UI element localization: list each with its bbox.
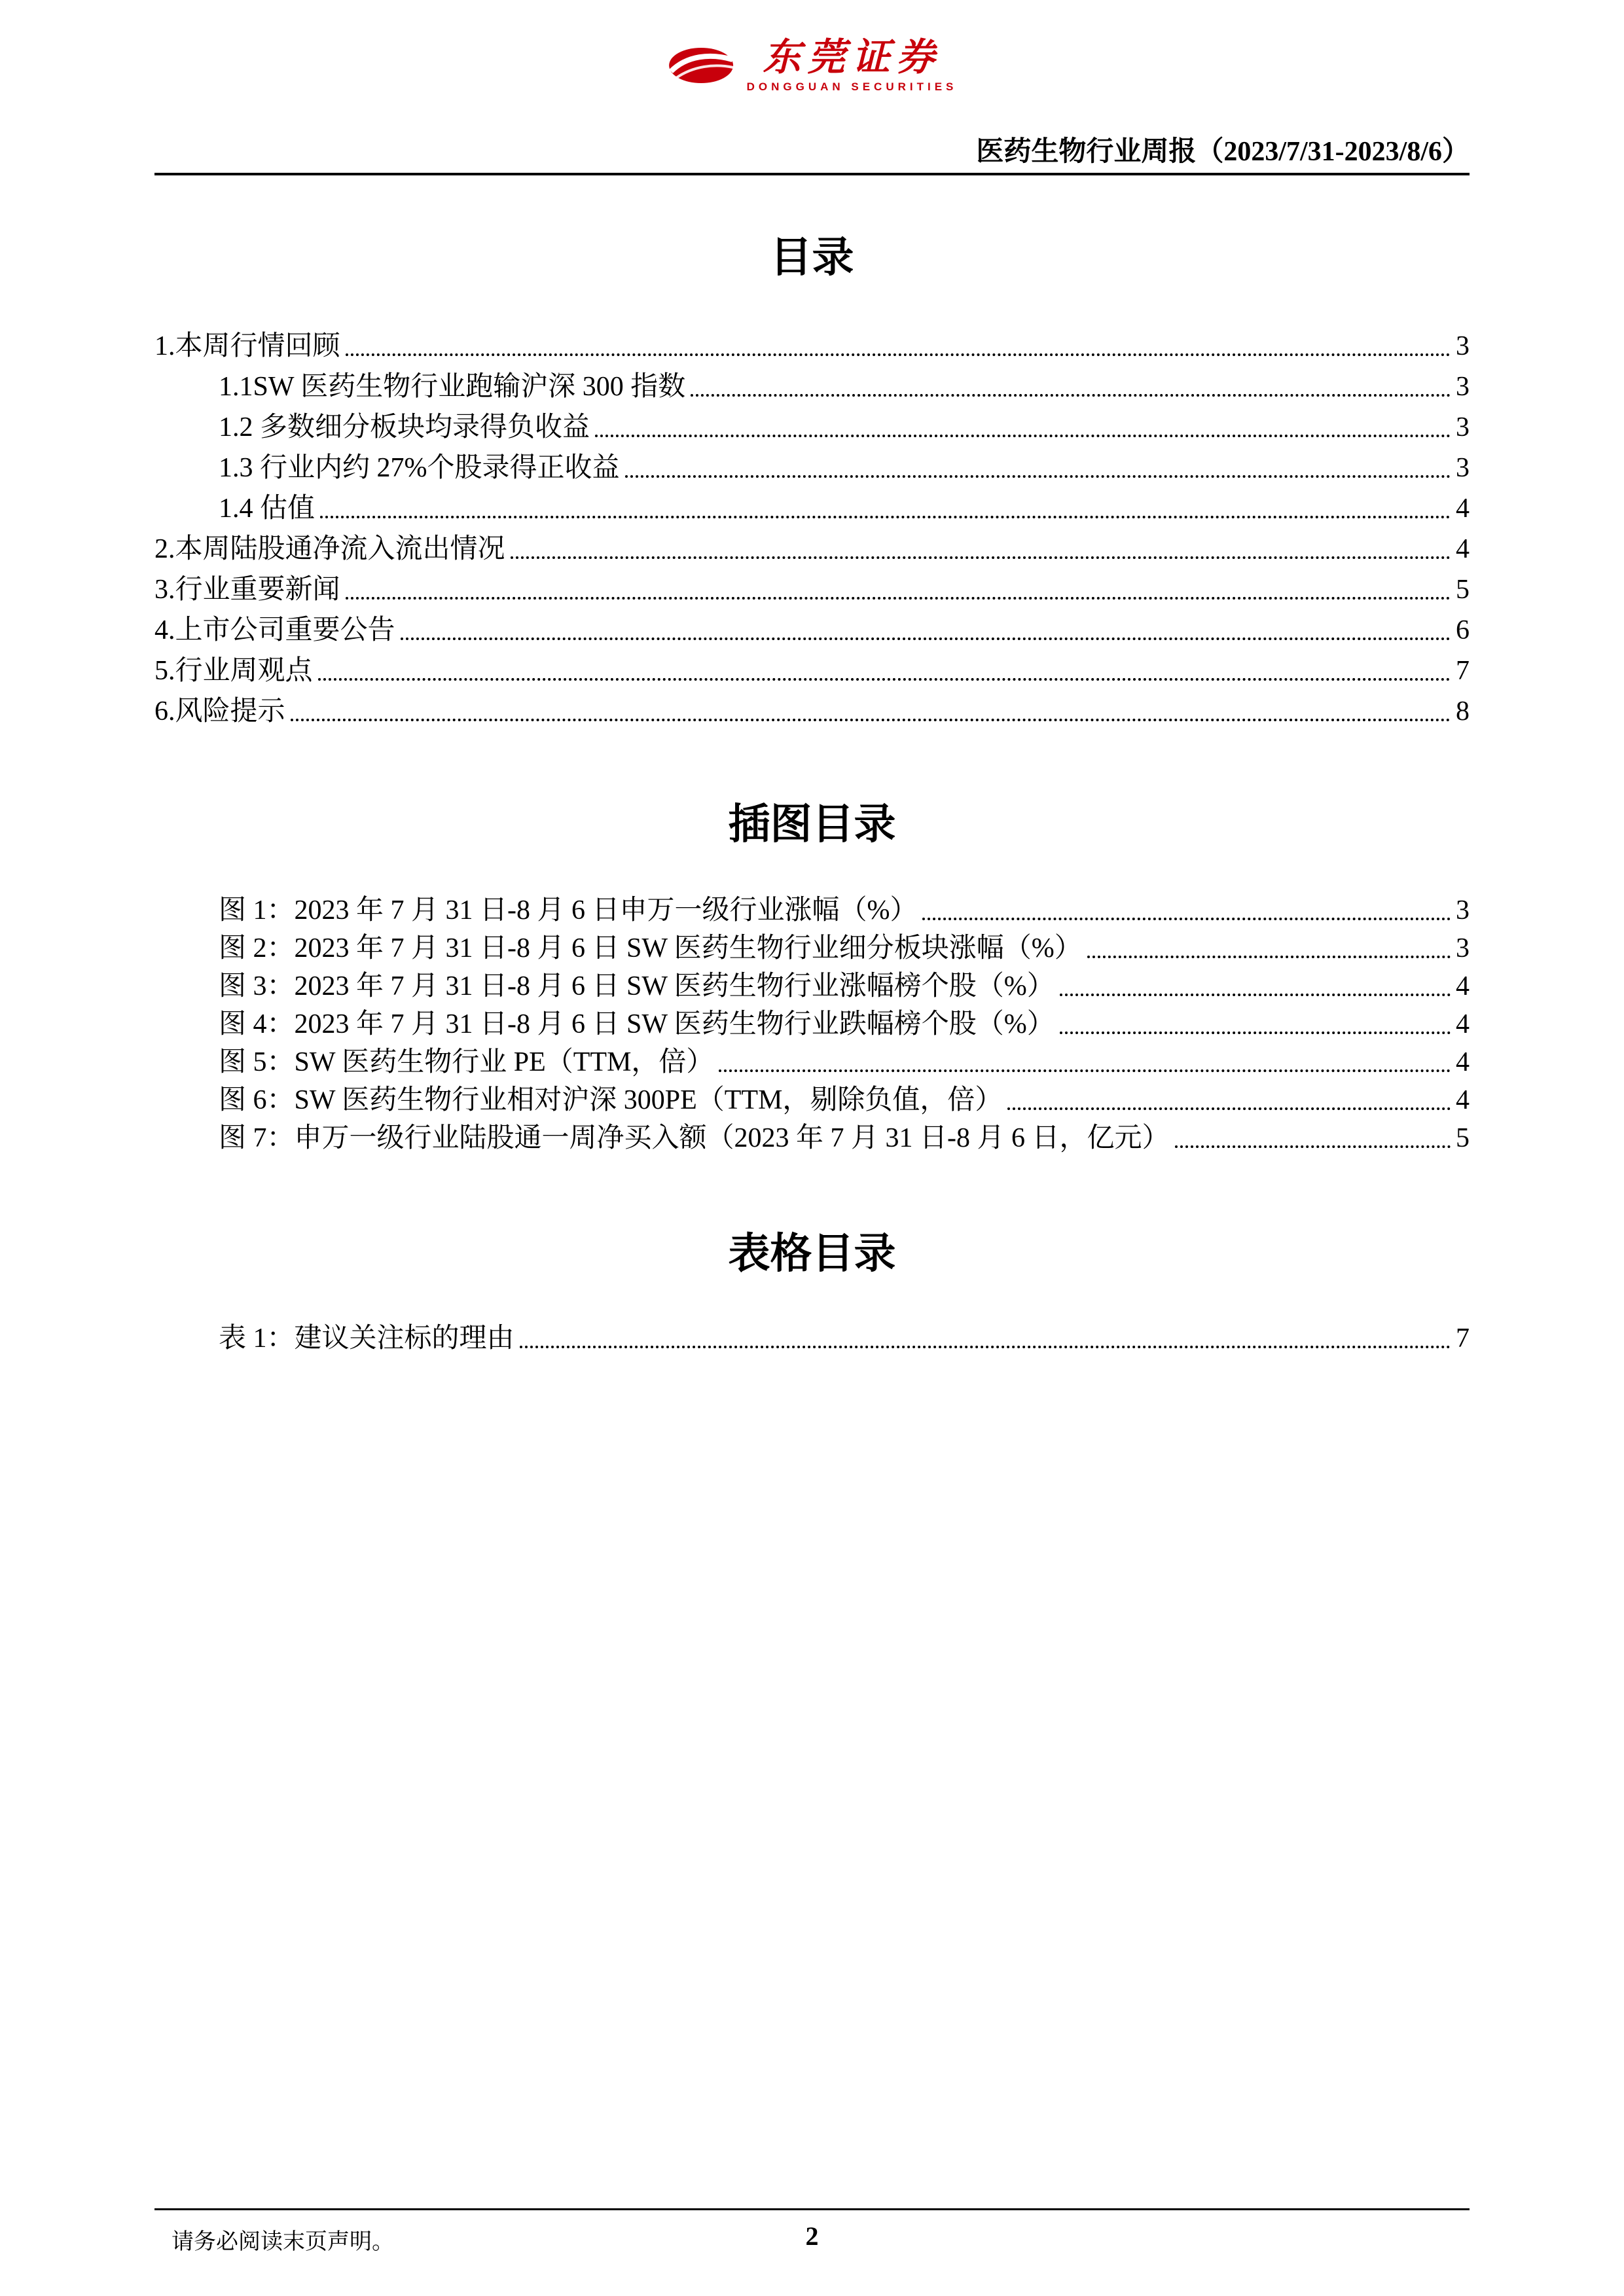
figure-entry-text: 图 6：SW 医药生物行业相对沪深 300PE（TTM，剔除负值，倍） — [219, 1085, 1003, 1116]
toc-entry-page: 4 — [1456, 534, 1470, 565]
footer-page-number: 2 — [805, 2221, 819, 2251]
toc-entry-page: 5 — [1456, 575, 1470, 605]
figure-entry[interactable] — [154, 891, 1470, 929]
figure-entry-text: 图 5：SW 医药生物行业 PE（TTM，倍） — [219, 1047, 714, 1078]
dot-leader — [1060, 1031, 1451, 1034]
figure-entry-page: 3 — [1456, 933, 1470, 964]
dot-leader — [511, 556, 1451, 559]
figure-entry-text: 图 7：申万一级行业陆股通一周净买入额（2023 年 7 月 31 日-8 月 6 日，亿元） — [219, 1123, 1170, 1154]
figure-entry[interactable] — [154, 1081, 1470, 1119]
toc-content — [154, 224, 1470, 1357]
toc-entry[interactable] — [154, 690, 1470, 730]
figure-entry[interactable] — [154, 1043, 1470, 1081]
toc-entry-text: 5.行业周观点 — [154, 656, 313, 687]
figure-entry-page: 4 — [1456, 1009, 1470, 1040]
toc-entry-page: 3 — [1456, 331, 1470, 362]
toc-entry[interactable] — [154, 528, 1470, 568]
figure-entry[interactable] — [154, 929, 1470, 967]
toc-entry[interactable] — [154, 446, 1470, 487]
figure-entry-text: 图 2：2023 年 7 月 31 日-8 月 6 日 SW 医药生物行业细分板块涨幅（%） — [219, 933, 1082, 964]
page-header — [154, 0, 1470, 175]
table-entry-text: 表 1：建议关注标的理由 — [219, 1323, 514, 1354]
figure-entry[interactable] — [154, 967, 1470, 1005]
toc-entry-page: 7 — [1456, 656, 1470, 687]
toc-entry-text: 1.4 估值 — [219, 493, 316, 524]
dot-leader — [1007, 1107, 1451, 1110]
brand-name: 东莞证券 — [763, 36, 941, 79]
dot-leader — [346, 597, 1451, 600]
toc-entry-text: 6.风险提示 — [154, 696, 285, 727]
figure-entry-page: 3 — [1456, 895, 1470, 926]
toc-entry[interactable] — [154, 609, 1470, 649]
figure-entry-text: 图 1：2023 年 7 月 31 日-8 月 6 日申万一级行业涨幅（%） — [219, 895, 918, 926]
dot-leader — [719, 1069, 1451, 1072]
table-entry-page: 7 — [1456, 1323, 1470, 1354]
figure-entry-text: 图 4：2023 年 7 月 31 日-8 月 6 日 SW 医药生物行业跌幅榜个股（%） — [219, 1009, 1055, 1040]
dot-leader — [320, 516, 1451, 518]
dot-leader — [595, 435, 1451, 437]
footer-disclaimer: 请务必阅读末页声明。 — [171, 2230, 394, 2254]
report-title: 医药生物行业周报（2023/7/31-2023/8/6） — [976, 137, 1470, 167]
figure-entry-page: 4 — [1456, 1047, 1470, 1078]
figure-entry[interactable] — [154, 1005, 1470, 1043]
dot-leader — [520, 1346, 1451, 1348]
dot-leader — [401, 637, 1451, 640]
toc-entry-page: 3 — [1456, 412, 1470, 443]
figure-entry-page: 4 — [1456, 971, 1470, 1002]
brand-logo — [667, 38, 958, 94]
dot-leader — [291, 719, 1451, 721]
toc-entry-page: 3 — [1456, 453, 1470, 484]
figure-entry-text: 图 3：2023 年 7 月 31 日-8 月 6 日 SW 医药生物行业涨幅榜个股（%） — [219, 971, 1055, 1002]
toc-entry[interactable] — [154, 325, 1470, 365]
toc-entry[interactable] — [154, 406, 1470, 446]
tables-heading: 表格目录 — [728, 1230, 896, 1277]
toc-entry-text: 1.3 行业内约 27%个股录得正收益 — [219, 453, 620, 484]
toc-entry-text: 1.2 多数细分板块均录得负收益 — [219, 412, 590, 443]
toc-entry[interactable] — [154, 365, 1470, 406]
toc-entry-page: 8 — [1456, 696, 1470, 727]
dot-leader — [318, 678, 1451, 681]
dot-leader — [625, 475, 1451, 478]
toc-entry-text: 2.本周陆股通净流入流出情况 — [154, 534, 505, 565]
tables-list — [154, 1317, 1470, 1357]
table-entry[interactable] — [154, 1317, 1470, 1357]
toc-entry[interactable] — [154, 649, 1470, 690]
figure-entry-page: 5 — [1456, 1123, 1470, 1154]
figures-heading: 插图目录 — [728, 800, 896, 848]
toc-entry-page: 6 — [1456, 615, 1470, 646]
toc-entry[interactable] — [154, 568, 1470, 609]
dot-leader — [1087, 956, 1451, 958]
brand-text-block — [747, 38, 958, 94]
toc-heading: 目录 — [770, 234, 854, 281]
figure-entry-page: 4 — [1456, 1085, 1470, 1116]
toc-entry-text: 1.本周行情回顾 — [154, 331, 340, 362]
dot-leader — [1060, 994, 1451, 996]
toc-entry-text: 3.行业重要新闻 — [154, 575, 340, 605]
toc-entry[interactable] — [154, 487, 1470, 528]
figure-entry[interactable] — [154, 1119, 1470, 1157]
brand-name-en: DONGGUAN SECURITIES — [746, 80, 958, 93]
dot-leader — [1175, 1145, 1451, 1148]
page-footer — [154, 2208, 1470, 2259]
toc-entry-page: 3 — [1456, 372, 1470, 403]
toc-entry-text: 4.上市公司重要公告 — [154, 615, 395, 646]
dot-leader — [346, 353, 1451, 356]
dot-leader — [691, 394, 1451, 397]
toc-entry-page: 4 — [1456, 493, 1470, 524]
figures-list — [154, 891, 1470, 1157]
dot-leader — [922, 918, 1451, 920]
toc-entry-text: 1.1SW 医药生物行业跑输沪深 300 指数 — [219, 372, 686, 403]
toc-list — [154, 325, 1470, 730]
brand-logo-icon — [667, 44, 735, 87]
